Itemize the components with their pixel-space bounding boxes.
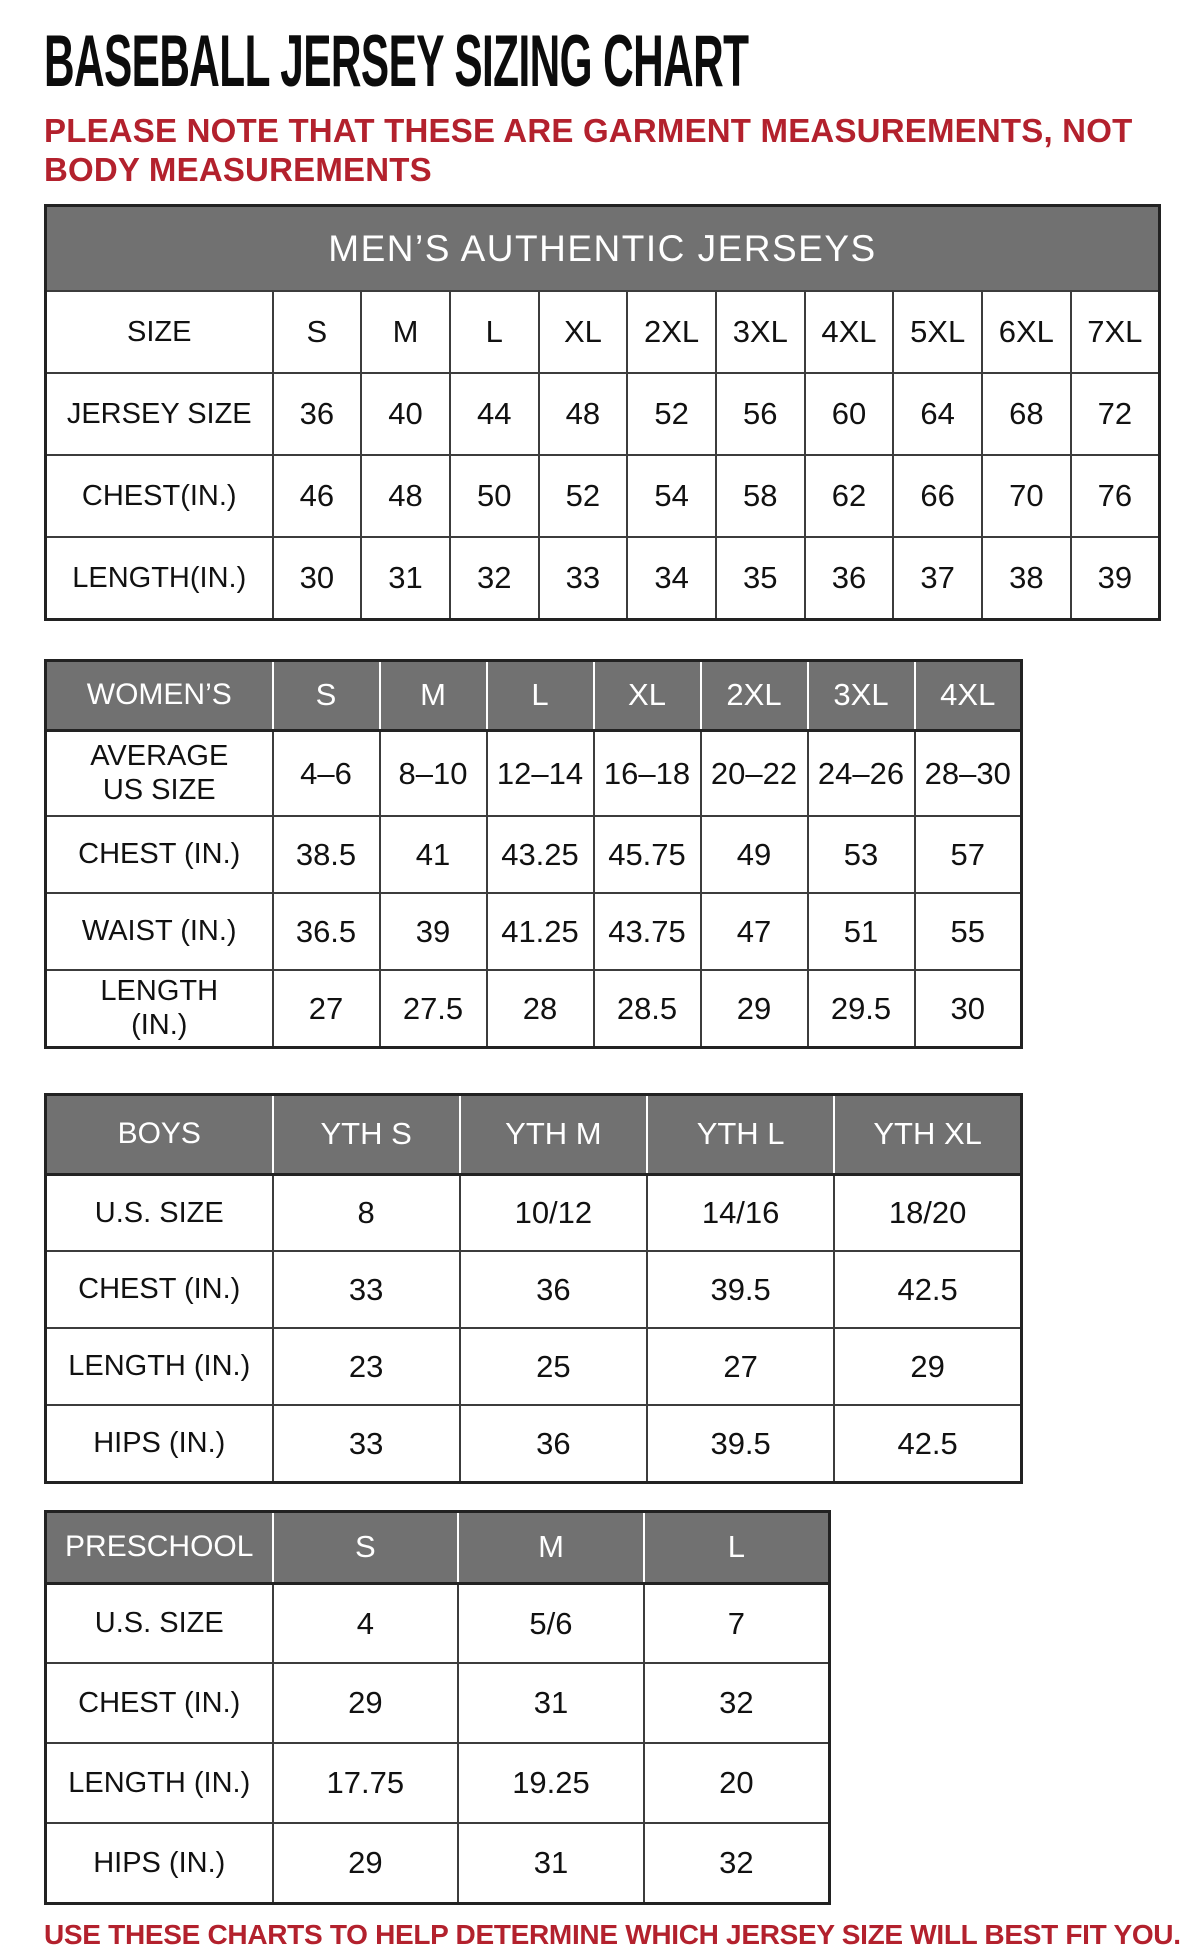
fit-advice-note: USE THESE CHARTS TO HELP DETERMINE WHICH JERSEY SIZE WILL BEST FIT YOU.	[44, 1918, 1181, 1950]
boys-length-value: 29	[834, 1328, 1021, 1405]
boys-table	[44, 1093, 1023, 1484]
mens-chest-value: 70	[982, 455, 1071, 537]
mens-length-value: 32	[450, 537, 539, 619]
boys-header-value: YTH M	[460, 1094, 647, 1174]
mens-length-value: 39	[1071, 537, 1160, 619]
mens-length-value: 36	[805, 537, 894, 619]
mens-size-value: 6XL	[982, 291, 1071, 373]
mens-jersey-size-value: 72	[1071, 373, 1160, 455]
boys-us-size-value: 18/20	[834, 1174, 1021, 1251]
womens-chest-value: 57	[915, 816, 1022, 893]
boys-hips-value: 33	[273, 1405, 460, 1482]
womens-length-label: LENGTH (IN.)	[46, 970, 273, 1047]
mens-chest-value: 62	[805, 455, 894, 537]
mens-jersey-size-value: 56	[716, 373, 805, 455]
preschool-hips-label: HIPS (IN.)	[46, 1823, 273, 1903]
mens-size-value: 4XL	[805, 291, 894, 373]
preschool-chest-label: CHEST (IN.)	[46, 1663, 273, 1743]
boys-hips-value: 36	[460, 1405, 647, 1482]
table-row	[46, 205, 1160, 291]
mens-size-value: 2XL	[627, 291, 716, 373]
preschool-hips-value: 29	[273, 1823, 459, 1903]
womens-waist-value: 55	[915, 893, 1022, 970]
mens-chest-value: 48	[361, 455, 450, 537]
womens-us-size-value: 28–30	[915, 730, 1022, 816]
boys-header-value: YTH XL	[834, 1094, 1021, 1174]
womens-header-value: S	[273, 660, 380, 730]
womens-length-value: 27.5	[380, 970, 487, 1047]
table-row	[46, 816, 1022, 893]
table-row	[46, 1328, 1022, 1405]
mens-length-value: 31	[361, 537, 450, 619]
preschool-length-value: 19.25	[458, 1743, 644, 1823]
womens-header-value: 2XL	[701, 660, 808, 730]
boys-us-size-value: 8	[273, 1174, 460, 1251]
mens-size-value: M	[361, 291, 450, 373]
womens-chest-value: 45.75	[594, 816, 701, 893]
preschool-us-size-label: U.S. SIZE	[46, 1583, 273, 1663]
preschool-table	[44, 1510, 831, 1905]
womens-waist-value: 36.5	[273, 893, 380, 970]
womens-waist-value: 47	[701, 893, 808, 970]
boys-hips-label: HIPS (IN.)	[46, 1405, 273, 1482]
table-header-row	[46, 1511, 830, 1583]
boys-header-value: YTH L	[647, 1094, 834, 1174]
mens-chest-value: 46	[273, 455, 362, 537]
garment-measurements-note: PLEASE NOTE THAT THESE ARE GARMENT MEASUREMENTS, NOT BODY MEASUREMENTS	[44, 112, 1133, 188]
preschool-us-size-value: 4	[273, 1583, 459, 1663]
boys-length-value: 23	[273, 1328, 460, 1405]
mens-size-value: 7XL	[1071, 291, 1160, 373]
mens-length-value: 35	[716, 537, 805, 619]
mens-length-label: LENGTH(IN.)	[46, 537, 273, 619]
womens-chest-value: 49	[701, 816, 808, 893]
table-row	[46, 893, 1022, 970]
mens-length-value: 33	[539, 537, 628, 619]
mens-chest-value: 54	[627, 455, 716, 537]
womens-chest-label: CHEST (IN.)	[46, 816, 273, 893]
womens-us-size-value: 12–14	[487, 730, 594, 816]
mens-jersey-size-value: 52	[627, 373, 716, 455]
womens-chest-value: 38.5	[273, 816, 380, 893]
mens-size-value: 5XL	[893, 291, 982, 373]
preschool-hips-value: 32	[644, 1823, 830, 1903]
mens-size-value: S	[273, 291, 362, 373]
womens-waist-value: 39	[380, 893, 487, 970]
womens-waist-value: 51	[808, 893, 915, 970]
table-row	[46, 373, 1160, 455]
mens-size-value: 3XL	[716, 291, 805, 373]
boys-chest-label: CHEST (IN.)	[46, 1251, 273, 1328]
mens-jersey-size-value: 44	[450, 373, 539, 455]
mens-jersey-size-value: 64	[893, 373, 982, 455]
boys-us-size-label: U.S. SIZE	[46, 1174, 273, 1251]
preschool-hips-value: 31	[458, 1823, 644, 1903]
womens-length-value: 29	[701, 970, 808, 1047]
table-row	[46, 970, 1022, 1047]
mens-jersey-size-value: 36	[273, 373, 362, 455]
preschool-chest-value: 31	[458, 1663, 644, 1743]
womens-chest-value: 41	[380, 816, 487, 893]
womens-us-size-label: AVERAGE US SIZE	[46, 730, 273, 816]
page-title	[44, 18, 1170, 106]
preschool-header-label: PRESCHOOL	[46, 1511, 273, 1583]
mens-chest-value: 66	[893, 455, 982, 537]
mens-length-value: 30	[273, 537, 362, 619]
mens-chest-label: CHEST(IN.)	[46, 455, 273, 537]
preschool-chest-value: 32	[644, 1663, 830, 1743]
mens-jersey-size-value: 60	[805, 373, 894, 455]
table-row	[46, 537, 1160, 619]
boys-chest-value: 39.5	[647, 1251, 834, 1328]
boys-header-label: BOYS	[46, 1094, 273, 1174]
boys-us-size-value: 14/16	[647, 1174, 834, 1251]
mens-size-label: SIZE	[46, 291, 273, 373]
boys-chest-value: 42.5	[834, 1251, 1021, 1328]
table-row	[46, 291, 1160, 373]
table-row	[46, 730, 1022, 816]
womens-waist-value: 41.25	[487, 893, 594, 970]
table-header-row	[46, 660, 1022, 730]
preschool-length-label: LENGTH (IN.)	[46, 1743, 273, 1823]
mens-length-value: 38	[982, 537, 1071, 619]
mens-length-value: 34	[627, 537, 716, 619]
mens-chest-value: 58	[716, 455, 805, 537]
boys-length-value: 25	[460, 1328, 647, 1405]
table-row	[46, 1583, 830, 1663]
table-header-row	[46, 1094, 1022, 1174]
preschool-header-value: S	[273, 1511, 459, 1583]
womens-waist-label: WAIST (IN.)	[46, 893, 273, 970]
table-row	[46, 1405, 1022, 1482]
womens-length-value: 28	[487, 970, 594, 1047]
womens-length-value: 29.5	[808, 970, 915, 1047]
womens-header-value: 3XL	[808, 660, 915, 730]
page-title-text: BASEBALL JERSEY SIZING CHART	[44, 21, 749, 102]
mens-jersey-size-value: 68	[982, 373, 1071, 455]
table-row	[46, 1823, 830, 1903]
womens-us-size-value: 24–26	[808, 730, 915, 816]
womens-length-value: 30	[915, 970, 1022, 1047]
boys-header-value: YTH S	[273, 1094, 460, 1174]
mens-size-value: XL	[539, 291, 628, 373]
table-row	[46, 455, 1160, 537]
womens-waist-value: 43.75	[594, 893, 701, 970]
table-row	[46, 1663, 830, 1743]
mens-chest-value: 50	[450, 455, 539, 537]
womens-length-value: 28.5	[594, 970, 701, 1047]
preschool-length-value: 17.75	[273, 1743, 459, 1823]
womens-us-size-value: 20–22	[701, 730, 808, 816]
mens-jersey-size-value: 48	[539, 373, 628, 455]
table-row	[46, 1743, 830, 1823]
boys-chest-value: 36	[460, 1251, 647, 1328]
mens-jersey-size-value: 40	[361, 373, 450, 455]
preschool-us-size-value: 7	[644, 1583, 830, 1663]
womens-header-value: M	[380, 660, 487, 730]
mens-length-value: 37	[893, 537, 982, 619]
womens-table	[44, 659, 1023, 1049]
womens-us-size-value: 16–18	[594, 730, 701, 816]
boys-length-label: LENGTH (IN.)	[46, 1328, 273, 1405]
mens-chest-value: 76	[1071, 455, 1160, 537]
womens-chest-value: 53	[808, 816, 915, 893]
preschool-header-value: M	[458, 1511, 644, 1583]
mens-authentic-jerseys-table	[44, 204, 1161, 621]
preschool-chest-value: 29	[273, 1663, 459, 1743]
table-row	[46, 1174, 1022, 1251]
table-row	[46, 1251, 1022, 1328]
womens-us-size-value: 4–6	[273, 730, 380, 816]
mens-size-value: L	[450, 291, 539, 373]
preschool-header-value: L	[644, 1511, 830, 1583]
womens-chest-value: 43.25	[487, 816, 594, 893]
mens-jersey-size-label: JERSEY SIZE	[46, 373, 273, 455]
boys-chest-value: 33	[273, 1251, 460, 1328]
boys-length-value: 27	[647, 1328, 834, 1405]
womens-header-value: 4XL	[915, 660, 1022, 730]
boys-hips-value: 42.5	[834, 1405, 1021, 1482]
boys-us-size-value: 10/12	[460, 1174, 647, 1251]
womens-us-size-value: 8–10	[380, 730, 487, 816]
womens-length-value: 27	[273, 970, 380, 1047]
mens-chest-value: 52	[539, 455, 628, 537]
preschool-length-value: 20	[644, 1743, 830, 1823]
boys-hips-value: 39.5	[647, 1405, 834, 1482]
womens-header-label: WOMEN’S	[46, 660, 273, 730]
mens-table-banner: MEN’S AUTHENTIC JERSEYS	[46, 205, 1160, 291]
womens-header-value: L	[487, 660, 594, 730]
womens-header-value: XL	[594, 660, 701, 730]
preschool-us-size-value: 5/6	[458, 1583, 644, 1663]
